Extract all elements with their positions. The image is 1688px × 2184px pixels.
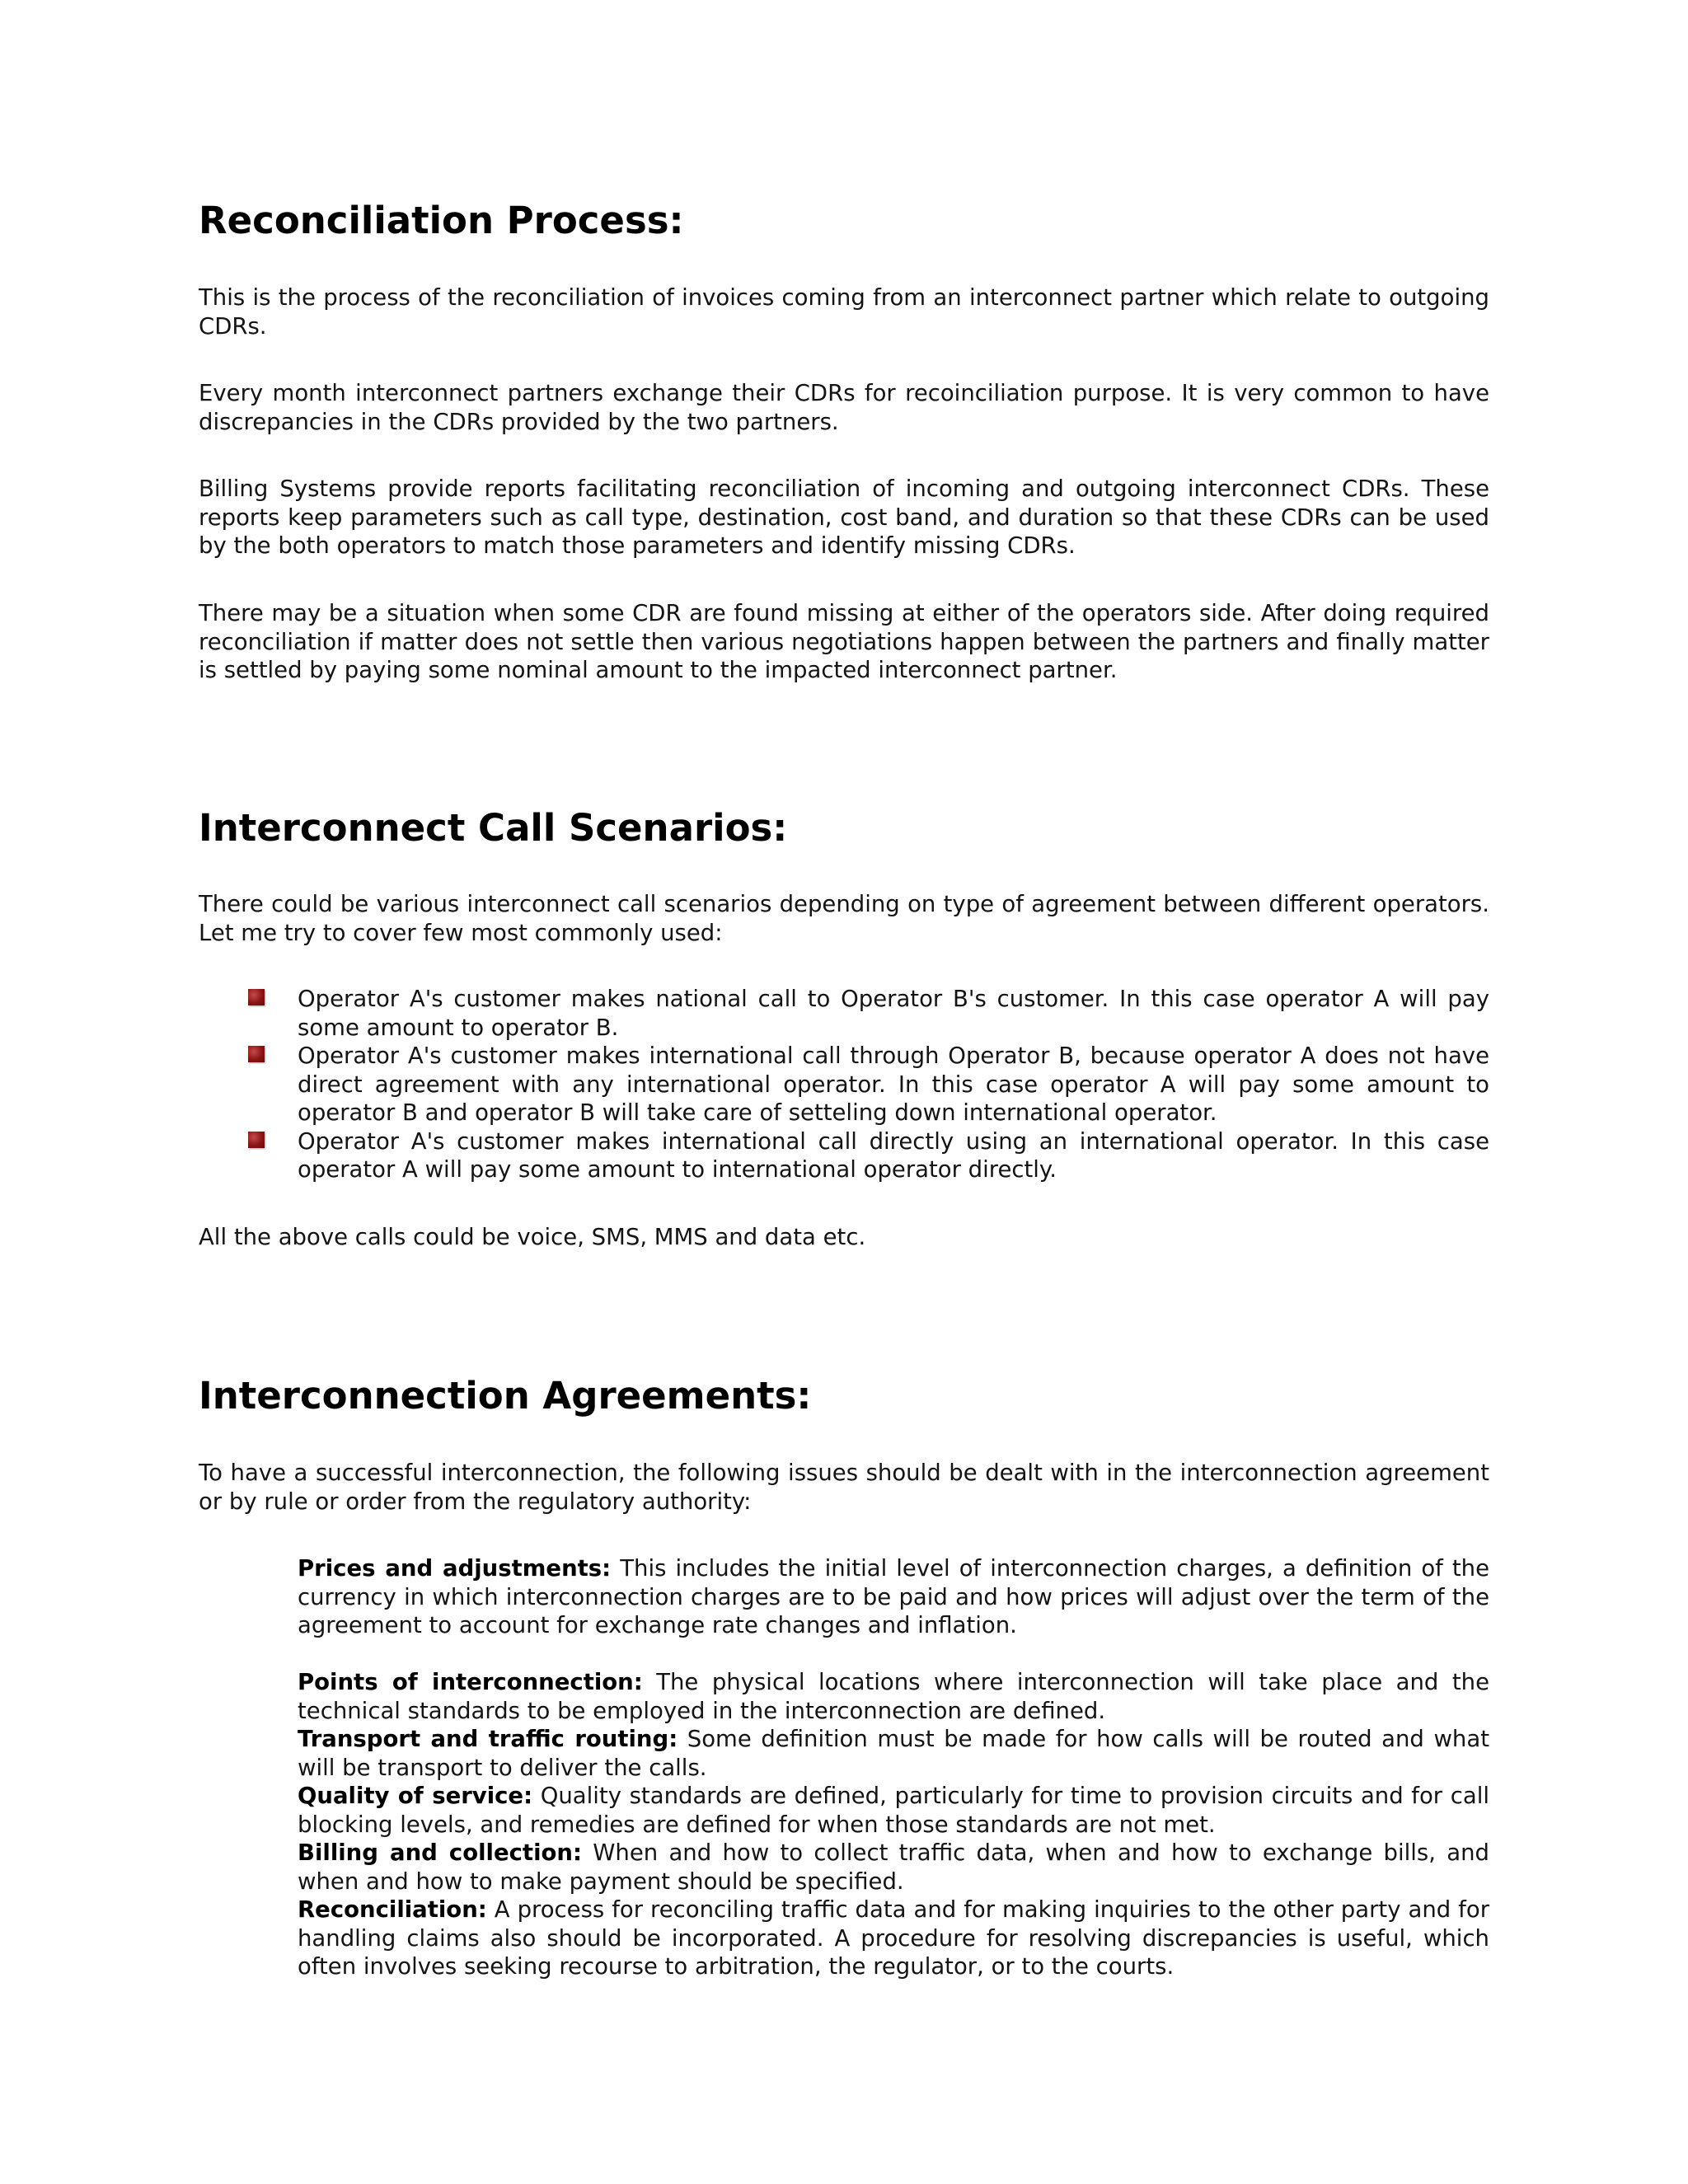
list-item-text: Operator A's customer makes international call directly using an international operator. In this case operator A will pay some amount to international operator directly.	[298, 1127, 1489, 1183]
agreement-term: Prices and adjustments:	[298, 1555, 612, 1582]
agreement-item	[298, 1839, 1489, 1896]
agreement-term: Transport and traffic routing:	[298, 1726, 678, 1752]
agreement-term: Billing and collection:	[298, 1840, 582, 1866]
list-item-text: Operator A's customer makes national call to Operator B's customer. In this case operator A will pay some amount to operator B.	[298, 986, 1489, 1041]
agreement-item	[298, 1725, 1489, 1782]
agreement-item	[298, 1896, 1489, 1981]
bullet-square-icon	[248, 1046, 265, 1062]
agreement-term: Reconciliation:	[298, 1896, 487, 1923]
agreement-issues-list	[298, 1554, 1489, 1981]
list-item	[199, 1127, 1489, 1184]
agreement-text: This includes the initial level of interconnection charges, a definition of the currency in which interconnection charges are to be paid and how prices will adjust over the term of the agreement to account for exchange rate changes and inflation.	[298, 1555, 1489, 1638]
bullet-square-icon	[248, 989, 265, 1005]
agreement-item	[298, 1668, 1489, 1725]
agreement-item	[298, 1782, 1489, 1839]
agreement-term: Quality of service:	[298, 1783, 533, 1809]
agreement-text: When and how to collect traffic data, when and how to exchange bills, and when and how to make payment should be specified.	[298, 1840, 1489, 1895]
list-item	[199, 1042, 1489, 1127]
section-title-agreements: Interconnection Agreements:	[199, 1374, 812, 1418]
agreement-text: Quality standards are defined, particularly for time to provision circuits and for call blocking levels, and remedies are defined for when those standards are not met.	[298, 1783, 1489, 1838]
section-title-scenarios: Interconnect Call Scenarios:	[199, 806, 788, 850]
section-title-reconciliation: Reconciliation Process:	[199, 199, 684, 242]
paragraph: All the above calls could be voice, SMS, MMS and data etc.	[199, 1224, 866, 1250]
paragraph: Billing Systems provide reports facilitating reconciliation of incoming and outgoing interconnect CDRs. These reports keep parameters such as call type, destination, cost band, and duration so that these CDRs can be used by the both operators to match those parameters and identify missing CDRs.	[199, 476, 1489, 559]
paragraph: This is the process of the reconciliation of invoices coming from an interconnect partner which relate to outgoing CDRs.	[199, 284, 1489, 340]
paragraph: There may be a situation when some CDR are found missing at either of the operators side. After doing required reconciliation if matter does not settle then various negotiations happen between the partners and finally matter is settled by paying some nominal amount to the impacted interconnect partner.	[199, 600, 1489, 683]
agreement-text: A process for reconciling traffic data and for making inquiries to the other party and for handling claims also should be incorporated. A procedure for resolving discrepancies is useful, which often involves seeking recourse to arbitration, the regulator, or to the courts.	[298, 1896, 1489, 1980]
bullet-square-icon	[248, 1132, 265, 1148]
paragraph: Every month interconnect partners exchange their CDRs for recoinciliation purpose. It is very common to have discrepancies in the CDRs provided by the two partners.	[199, 380, 1489, 435]
agreement-term: Points of interconnection:	[298, 1669, 643, 1695]
agreement-item	[298, 1554, 1489, 1640]
list-item-text: Operator A's customer makes international call through Operator B, because operator A does not have direct agreement with any international operator. In this case operator A will pay some amount to operator B and operator B will take care of setteling down international operator.	[298, 1043, 1489, 1126]
paragraph: There could be various interconnect call scenarios depending on type of agreement between different operators. Let me try to cover few most commonly used:	[199, 891, 1489, 946]
scenario-list	[199, 985, 1489, 1184]
paragraph: To have a successful interconnection, the following issues should be dealt with in the interconnection agreement or by rule or order from the regulatory authority:	[199, 1460, 1489, 1515]
list-item	[199, 985, 1489, 1042]
agreement-text: The physical locations where interconnection will take place and the technical standards to be employed in the interconnection are defined.	[298, 1669, 1489, 1724]
agreement-text: Some definition must be made for how calls will be routed and what will be transport to deliver the calls.	[298, 1726, 1489, 1781]
